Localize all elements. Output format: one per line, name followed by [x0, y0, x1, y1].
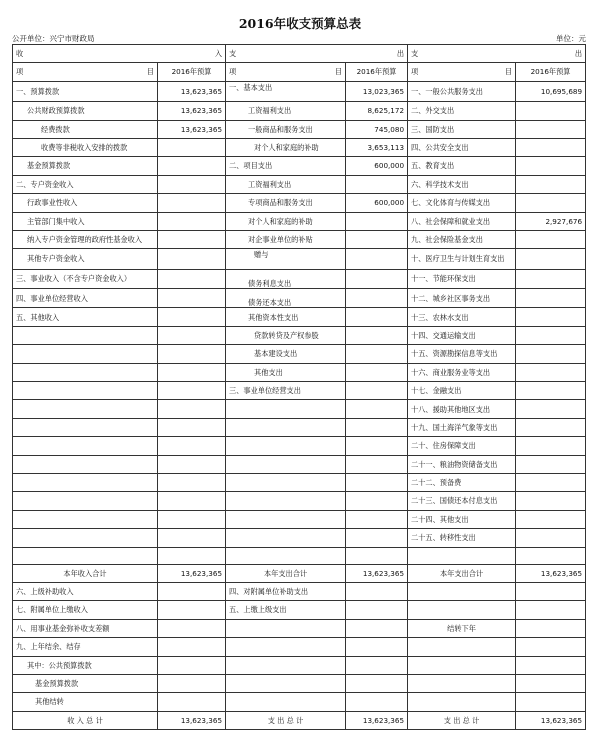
function-amount-cell	[516, 102, 586, 120]
expense-item-cell	[226, 418, 346, 436]
income-item-cell: 三、事业收入（不含专户资金收入）	[13, 269, 158, 288]
function-item-cell: 一、一般公共服务支出	[408, 81, 516, 101]
income-item-cell: 主管部门集中收入	[13, 212, 158, 230]
table-row	[13, 547, 586, 564]
income-item-cell	[13, 345, 158, 363]
income-amount-cell	[158, 693, 226, 711]
table-row	[13, 120, 586, 138]
grand-total-row	[13, 711, 586, 729]
income-amount-cell	[158, 175, 226, 193]
expense-item-cell	[226, 619, 346, 637]
function-amount-cell	[516, 230, 586, 248]
function-amount-cell	[516, 638, 586, 656]
expense-amount-cell: 13,023,365	[346, 81, 408, 101]
function-amount-cell: 13,623,365	[516, 711, 586, 729]
expense-amount-cell	[346, 638, 408, 656]
income-item-cell	[13, 492, 158, 510]
function-amount-cell: 13,623,365	[516, 564, 586, 582]
income-amount-cell	[158, 230, 226, 248]
expense-item-cell: 对个人和家庭的补助	[226, 138, 346, 156]
expense-amount-cell	[346, 601, 408, 619]
income-amount-cell	[158, 455, 226, 473]
function-amount-cell	[516, 400, 586, 418]
expense-item-cell: 其他资本性支出	[226, 308, 346, 326]
income-amount-cell	[158, 400, 226, 418]
expense-amount-cell: 600,000	[346, 194, 408, 212]
income-amount-cell	[158, 382, 226, 400]
function-item-cell: 十六、商业服务业等支出	[408, 363, 516, 381]
expense-item-cell: 专项商品和服务支出	[226, 194, 346, 212]
table-row	[13, 619, 586, 637]
expense-amount-cell	[346, 308, 408, 326]
expense-item-cell	[226, 529, 346, 547]
income-amount-cell	[158, 582, 226, 600]
function-item-cell: 结转下年	[408, 619, 516, 637]
expense-amount-cell: 13,623,365	[346, 564, 408, 582]
expense-item-cell	[226, 437, 346, 455]
item-header: 项 目	[226, 63, 346, 81]
expense-amount-cell	[346, 674, 408, 692]
function-item-cell	[408, 547, 516, 564]
table-row	[13, 363, 586, 381]
function-amount-cell	[516, 289, 586, 308]
function-amount-cell	[516, 249, 586, 269]
income-item-cell: 基金预算拨款	[13, 674, 158, 692]
table-row	[13, 345, 586, 363]
expense-amount-cell	[346, 418, 408, 436]
function-item-cell: 十三、农林水支出	[408, 308, 516, 326]
expense-item-cell	[226, 400, 346, 418]
expense-function-group-header: 支 出	[408, 45, 586, 63]
income-item-cell	[13, 418, 158, 436]
income-amount-cell	[158, 289, 226, 308]
table-row	[13, 212, 586, 230]
function-item-cell: 八、社会保障和就业支出	[408, 212, 516, 230]
expense-amount-cell	[346, 656, 408, 674]
function-amount-cell	[516, 547, 586, 564]
expense-item-cell: 工资福利支出	[226, 102, 346, 120]
income-item-cell: 收费等非税收入安排的拨款	[13, 138, 158, 156]
function-amount-cell: 2,927,676	[516, 212, 586, 230]
income-amount-cell: 13,623,365	[158, 81, 226, 101]
function-item-cell: 二十五、转移性支出	[408, 529, 516, 547]
function-item-cell: 七、文化体育与传媒支出	[408, 194, 516, 212]
table-row	[13, 138, 586, 156]
function-amount-cell: 10,695,689	[516, 81, 586, 101]
function-item-cell	[408, 638, 516, 656]
function-amount-cell	[516, 529, 586, 547]
income-item-cell: 二、专户资金收入	[13, 175, 158, 193]
expense-item-cell: 其他支出	[226, 363, 346, 381]
expense-item-cell: 债务利息支出	[226, 269, 346, 288]
function-item-cell: 十、医疗卫生与计划生育支出	[408, 249, 516, 269]
function-amount-cell	[516, 363, 586, 381]
function-amount-cell	[516, 437, 586, 455]
table-row	[13, 582, 586, 600]
income-item-cell: 九、上年结余、结存	[13, 638, 158, 656]
expense-item-cell	[226, 492, 346, 510]
income-amount-cell	[158, 473, 226, 491]
expense-amount-cell	[346, 230, 408, 248]
expense-amount-cell	[346, 249, 408, 269]
expense-amount-cell	[346, 382, 408, 400]
expense-item-cell	[226, 455, 346, 473]
annual-total-row	[13, 564, 586, 582]
expense-amount-cell	[346, 212, 408, 230]
expense-amount-cell: 745,080	[346, 120, 408, 138]
expense-amount-cell: 13,623,365	[346, 711, 408, 729]
income-amount-cell	[158, 674, 226, 692]
function-item-cell: 二十四、其他支出	[408, 510, 516, 528]
table-row	[13, 492, 586, 510]
income-item-cell	[13, 363, 158, 381]
income-group-header: 收 入	[13, 45, 226, 63]
table-row	[13, 289, 586, 308]
function-amount-cell	[516, 492, 586, 510]
table-row	[13, 674, 586, 692]
income-item-cell: 基金预算拨款	[13, 157, 158, 175]
income-amount-cell	[158, 269, 226, 288]
function-amount-cell	[516, 674, 586, 692]
function-amount-cell	[516, 601, 586, 619]
expense-item-cell	[226, 510, 346, 528]
expense-item-cell: 对企事业单位的补贴	[226, 230, 346, 248]
function-item-cell: 支 出 总 计	[408, 711, 516, 729]
item-header: 项 目	[408, 63, 516, 81]
expense-amount-cell	[346, 619, 408, 637]
income-item-cell: 公共财政预算拨款	[13, 102, 158, 120]
expense-amount-cell	[346, 529, 408, 547]
report-title: 2016年收支预算总表	[238, 16, 362, 31]
function-item-cell: 二十二、预备费	[408, 473, 516, 491]
expense-amount-cell	[346, 693, 408, 711]
function-amount-cell	[516, 619, 586, 637]
expense-amount-cell	[346, 547, 408, 564]
income-item-cell	[13, 547, 158, 564]
expense-item-cell: 赠与	[226, 249, 346, 269]
function-item-cell: 九、社会保险基金支出	[408, 230, 516, 248]
function-amount-cell	[516, 473, 586, 491]
function-item-cell	[408, 601, 516, 619]
income-amount-cell	[158, 194, 226, 212]
income-item-cell	[13, 529, 158, 547]
income-item-cell: 经费拨款	[13, 120, 158, 138]
income-amount-cell	[158, 601, 226, 619]
income-item-cell	[13, 455, 158, 473]
income-amount-cell	[158, 437, 226, 455]
expense-amount-cell	[346, 326, 408, 344]
income-amount-cell: 13,623,365	[158, 102, 226, 120]
table-row	[13, 529, 586, 547]
function-item-cell: 十一、节能环保支出	[408, 269, 516, 288]
header-group-row	[13, 45, 586, 63]
expense-amount-cell: 3,653,113	[346, 138, 408, 156]
currency-unit: 单位：元	[556, 34, 586, 43]
function-amount-cell	[516, 382, 586, 400]
expense-item-cell: 二、项目支出	[226, 157, 346, 175]
income-item-cell: 四、事业单位经营收入	[13, 289, 158, 308]
expense-group-header: 支 出	[226, 45, 408, 63]
table-row	[13, 510, 586, 528]
budget-header: 2016年预算	[158, 63, 226, 81]
expense-item-cell: 三、事业单位经营支出	[226, 382, 346, 400]
table-row	[13, 437, 586, 455]
income-item-cell: 其他专户资金收入	[13, 249, 158, 269]
income-amount-cell	[158, 510, 226, 528]
income-item-cell	[13, 510, 158, 528]
function-item-cell	[408, 656, 516, 674]
table-row	[13, 382, 586, 400]
function-item-cell: 二十一、粮油物资储备支出	[408, 455, 516, 473]
function-amount-cell	[516, 455, 586, 473]
function-item-cell: 四、公共安全支出	[408, 138, 516, 156]
income-amount-cell	[158, 345, 226, 363]
income-item-cell	[13, 382, 158, 400]
income-amount-cell	[158, 212, 226, 230]
function-amount-cell	[516, 326, 586, 344]
income-amount-cell	[158, 638, 226, 656]
income-item-cell	[13, 400, 158, 418]
income-amount-cell	[158, 308, 226, 326]
function-item-cell: 十五、资源勘探信息等支出	[408, 345, 516, 363]
function-item-cell: 三、国防支出	[408, 120, 516, 138]
expense-item-cell: 基本建设支出	[226, 345, 346, 363]
function-item-cell: 六、科学技术支出	[408, 175, 516, 193]
income-item-cell: 其他结转	[13, 693, 158, 711]
income-item-cell	[13, 437, 158, 455]
income-amount-cell: 13,623,365	[158, 711, 226, 729]
expense-item-cell	[226, 656, 346, 674]
expense-amount-cell	[346, 510, 408, 528]
expense-item-cell: 对个人和家庭的补助	[226, 212, 346, 230]
expense-amount-cell	[346, 289, 408, 308]
function-amount-cell	[516, 269, 586, 288]
income-amount-cell	[158, 326, 226, 344]
function-item-cell	[408, 674, 516, 692]
table-row	[13, 601, 586, 619]
function-item-cell: 本年支出合计	[408, 564, 516, 582]
income-item-cell: 七、附属单位上缴收入	[13, 601, 158, 619]
function-item-cell	[408, 582, 516, 600]
table-row	[13, 102, 586, 120]
expense-amount-cell	[346, 269, 408, 288]
budget-summary-table	[12, 44, 586, 730]
income-amount-cell	[158, 363, 226, 381]
expense-item-cell: 贷款转贷及产权参股	[226, 326, 346, 344]
table-row	[13, 269, 586, 288]
income-amount-cell	[158, 619, 226, 637]
table-row	[13, 308, 586, 326]
table-row	[13, 693, 586, 711]
income-amount-cell	[158, 656, 226, 674]
function-amount-cell	[516, 308, 586, 326]
table-row	[13, 455, 586, 473]
income-amount-cell	[158, 418, 226, 436]
expense-item-cell: 四、对附属单位补助支出	[226, 582, 346, 600]
expense-item-cell: 本年支出合计	[226, 564, 346, 582]
function-amount-cell	[516, 693, 586, 711]
table-row	[13, 656, 586, 674]
table-row	[13, 230, 586, 248]
expense-item-cell: 工资福利支出	[226, 175, 346, 193]
expense-amount-cell	[346, 345, 408, 363]
function-item-cell: 五、教育支出	[408, 157, 516, 175]
function-amount-cell	[516, 345, 586, 363]
header-column-row	[13, 63, 586, 81]
table-row	[13, 194, 586, 212]
function-item-cell: 二、外交支出	[408, 102, 516, 120]
expense-amount-cell: 600,000	[346, 157, 408, 175]
expense-item-cell: 支 出 总 计	[226, 711, 346, 729]
table-row	[13, 638, 586, 656]
budget-header: 2016年预算	[346, 63, 408, 81]
expense-item-cell: 一般商品和服务支出	[226, 120, 346, 138]
function-amount-cell	[516, 194, 586, 212]
income-item-cell: 收 入 总 计	[13, 711, 158, 729]
expense-amount-cell	[346, 175, 408, 193]
expense-amount-cell	[346, 492, 408, 510]
income-item-cell	[13, 473, 158, 491]
function-amount-cell	[516, 582, 586, 600]
expense-item-cell	[226, 547, 346, 564]
expense-item-cell: 一、基本支出	[226, 81, 346, 101]
function-amount-cell	[516, 138, 586, 156]
expense-amount-cell	[346, 455, 408, 473]
expense-amount-cell: 8,625,172	[346, 102, 408, 120]
function-amount-cell	[516, 120, 586, 138]
table-row	[13, 326, 586, 344]
table-row	[13, 473, 586, 491]
income-amount-cell: 13,623,365	[158, 564, 226, 582]
function-amount-cell	[516, 656, 586, 674]
function-amount-cell	[516, 510, 586, 528]
item-header: 项 目	[13, 63, 158, 81]
expense-item-cell	[226, 693, 346, 711]
function-item-cell: 十七、金融支出	[408, 382, 516, 400]
function-item-cell: 十二、城乡社区事务支出	[408, 289, 516, 308]
expense-item-cell	[226, 473, 346, 491]
income-item-cell: 五、其他收入	[13, 308, 158, 326]
expense-item-cell: 债务还本支出	[226, 289, 346, 308]
expense-amount-cell	[346, 363, 408, 381]
function-item-cell: 十八、援助其他地区支出	[408, 400, 516, 418]
function-amount-cell	[516, 175, 586, 193]
income-item-cell	[13, 326, 158, 344]
function-item-cell: 二十、住房保障支出	[408, 437, 516, 455]
income-item-cell: 本年收入合计	[13, 564, 158, 582]
expense-item-cell	[226, 638, 346, 656]
table-row	[13, 81, 586, 101]
function-item-cell	[408, 693, 516, 711]
table-row	[13, 249, 586, 269]
expense-amount-cell	[346, 400, 408, 418]
income-amount-cell	[158, 547, 226, 564]
function-amount-cell	[516, 157, 586, 175]
income-amount-cell: 13,623,365	[158, 120, 226, 138]
income-amount-cell	[158, 138, 226, 156]
function-amount-cell	[516, 418, 586, 436]
income-item-cell: 纳入专户资金管理的政府性基金收入	[13, 230, 158, 248]
income-amount-cell	[158, 157, 226, 175]
table-row	[13, 175, 586, 193]
table-row	[13, 157, 586, 175]
publishing-unit: 公开单位：兴宁市财政局	[12, 34, 95, 43]
income-amount-cell	[158, 529, 226, 547]
income-item-cell: 其中：公共预算拨款	[13, 656, 158, 674]
income-item-cell: 八、用事业基金弥补收支差额	[13, 619, 158, 637]
income-item-cell: 行政事业性收入	[13, 194, 158, 212]
expense-amount-cell	[346, 473, 408, 491]
income-amount-cell	[158, 249, 226, 269]
expense-amount-cell	[346, 582, 408, 600]
function-item-cell: 十九、国土海洋气象等支出	[408, 418, 516, 436]
table-row	[13, 418, 586, 436]
table-row	[13, 400, 586, 418]
budget-header: 2016年预算	[516, 63, 586, 81]
function-item-cell: 十四、交通运输支出	[408, 326, 516, 344]
income-item-cell: 一、预算拨款	[13, 81, 158, 101]
function-item-cell: 二十三、国债还本付息支出	[408, 492, 516, 510]
income-item-cell: 六、上级补助收入	[13, 582, 158, 600]
expense-item-cell: 五、上缴上级支出	[226, 601, 346, 619]
income-amount-cell	[158, 492, 226, 510]
expense-amount-cell	[346, 437, 408, 455]
expense-item-cell	[226, 674, 346, 692]
